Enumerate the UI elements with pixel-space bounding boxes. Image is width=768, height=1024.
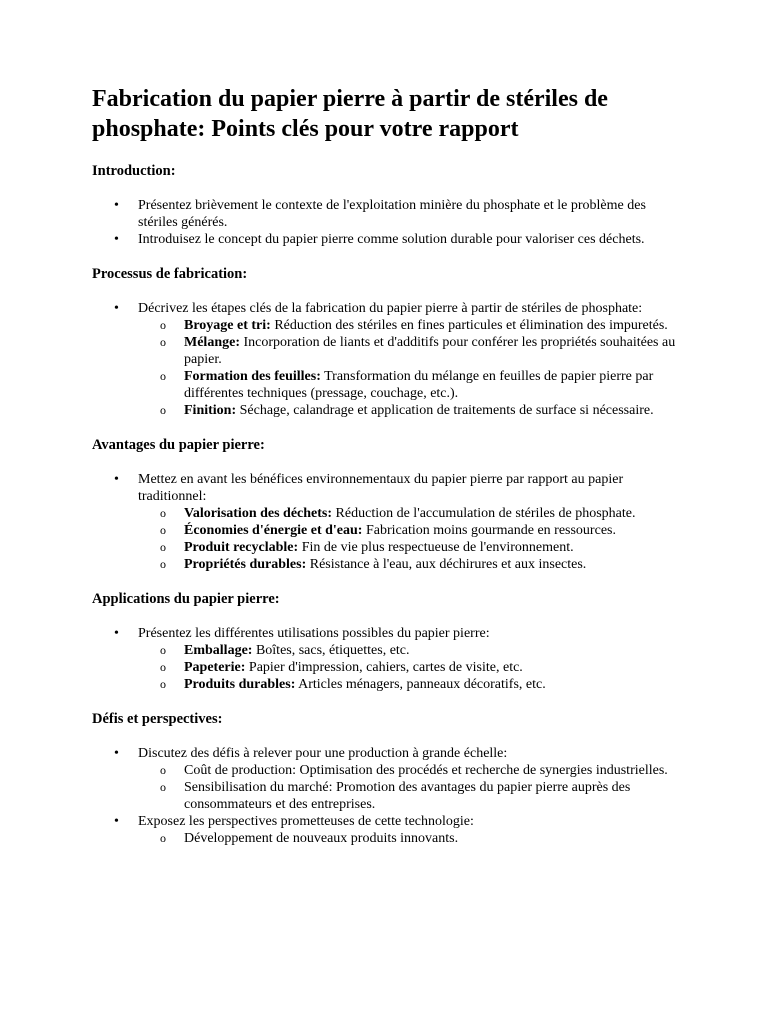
item-text: Transformation du mélange en feuilles de papier pierre par différentes techniques (pressage, couchage, etc.). — [184, 369, 654, 401]
item-label: Produits durables: — [184, 677, 296, 692]
item-label: Formation des feuilles: — [184, 369, 321, 384]
document-title: Fabrication du papier pierre à partir de stériles de phosphate: Points clés pour votre rapport — [92, 86, 608, 142]
section-heading-process: Processus de fabrication: — [92, 266, 248, 282]
item-label: Mélange: — [184, 335, 240, 350]
bullet-marker: • — [114, 746, 119, 761]
sub-bullet-marker: o — [160, 318, 166, 332]
item-label: Broyage et tri: — [184, 318, 271, 333]
challenges-list — [92, 745, 682, 847]
sub-bullet-marker: o — [160, 643, 166, 657]
item-label: Emballage: — [184, 643, 253, 658]
sub-bullet-marker: o — [160, 763, 166, 777]
item-text: Fin de vie plus respectueuse de l'environnement. — [298, 540, 574, 555]
list-item — [92, 471, 682, 505]
item-text: Résistance à l'eau, aux déchirures et aux insectes. — [306, 557, 587, 572]
item-label: Économies d'énergie et d'eau: — [184, 523, 363, 538]
sub-bullet-marker: o — [160, 831, 166, 845]
item-text: Développement de nouveaux produits innovants. — [184, 831, 459, 846]
list-item-text: Décrivez les étapes clés de la fabrication du papier pierre à partir de stériles de phosphate: — [138, 301, 643, 316]
list-item — [92, 300, 682, 317]
sub-bullet-marker: o — [160, 506, 166, 520]
bullet-marker: • — [114, 198, 119, 213]
item-text: Coût de production: Optimisation des procédés et recherche de synergies industrielles. — [184, 763, 668, 778]
item-label: Finition: — [184, 403, 237, 418]
item-text: Incorporation de liants et d'additifs pour conférer les propriétés souhaitées au papier. — [184, 335, 676, 367]
item-text: Fabrication moins gourmande en ressources. — [362, 523, 616, 538]
sub-list-item — [92, 368, 682, 402]
sub-list-item — [92, 556, 682, 573]
item-label: Produit recyclable: — [184, 540, 299, 555]
sub-list-item — [92, 830, 682, 847]
sub-list-item — [92, 642, 682, 659]
list-item — [92, 197, 682, 231]
process-list — [92, 300, 682, 419]
item-label: Propriétés durables: — [184, 557, 307, 572]
sub-bullet-marker: o — [160, 523, 166, 537]
introduction-list — [92, 197, 682, 248]
bullet-marker: • — [114, 472, 119, 487]
list-item-text: Présentez les différentes utilisations possibles du papier pierre: — [138, 626, 490, 641]
list-item — [92, 813, 682, 830]
list-item-text: Mettez en avant les bénéfices environnementaux du papier pierre par rapport au papier traditionnel: — [138, 472, 624, 504]
item-label: Papeterie: — [184, 660, 246, 675]
section-heading-applications: Applications du papier pierre: — [92, 591, 280, 607]
section-heading-challenges: Défis et perspectives: — [92, 711, 223, 727]
list-item-text: Présentez brièvement le contexte de l'exploitation minière du phosphate et le problème des stériles générés. — [138, 198, 646, 230]
sub-list-item — [92, 402, 682, 419]
list-item — [92, 625, 682, 642]
sub-bullet-marker: o — [160, 780, 166, 794]
sub-bullet-marker: o — [160, 403, 166, 417]
document-body — [92, 84, 682, 847]
item-text: Sensibilisation du marché: Promotion des avantages du papier pierre auprès des consommateurs et des entreprises. — [184, 780, 631, 812]
sub-bullet-marker: o — [160, 660, 166, 674]
item-text: Réduction de l'accumulation de stériles de phosphate. — [332, 506, 636, 521]
sub-list-item — [92, 779, 682, 813]
list-item-text: Discutez des défis à relever pour une production à grande échelle: — [138, 746, 508, 761]
sub-bullet-marker: o — [160, 540, 166, 554]
list-item — [92, 231, 682, 248]
sub-bullet-marker: o — [160, 335, 166, 349]
sub-bullet-marker: o — [160, 369, 166, 383]
item-text: Articles ménagers, panneaux décoratifs, etc. — [295, 677, 546, 692]
item-text: Séchage, calandrage et application de traitements de surface si nécessaire. — [236, 403, 654, 418]
sub-list-item — [92, 676, 682, 693]
sub-list-item — [92, 505, 682, 522]
sub-list-item — [92, 522, 682, 539]
sub-list-item — [92, 659, 682, 676]
applications-list — [92, 625, 682, 693]
item-text: Papier d'impression, cahiers, cartes de visite, etc. — [245, 660, 523, 675]
item-label: Valorisation des déchets: — [184, 506, 333, 521]
section-heading-introduction: Introduction: — [92, 163, 176, 179]
sub-bullet-marker: o — [160, 557, 166, 571]
bullet-marker: • — [114, 626, 119, 641]
section-heading-advantages: Avantages du papier pierre: — [92, 437, 265, 453]
list-item-text: Exposez les perspectives prometteuses de cette technologie: — [138, 814, 474, 829]
advantages-list — [92, 471, 682, 573]
sub-list-item — [92, 334, 682, 368]
list-item-text: Introduisez le concept du papier pierre comme solution durable pour valoriser ces déchets. — [138, 232, 645, 247]
item-text: Réduction des stériles en fines particules et élimination des impuretés. — [270, 318, 668, 333]
item-text: Boîtes, sacs, étiquettes, etc. — [252, 643, 410, 658]
sub-list-item — [92, 539, 682, 556]
sub-list-item — [92, 762, 682, 779]
bullet-marker: • — [114, 232, 119, 247]
sub-list-item — [92, 317, 682, 334]
sub-bullet-marker: o — [160, 677, 166, 691]
list-item — [92, 745, 682, 762]
bullet-marker: • — [114, 301, 119, 316]
bullet-marker: • — [114, 814, 119, 829]
